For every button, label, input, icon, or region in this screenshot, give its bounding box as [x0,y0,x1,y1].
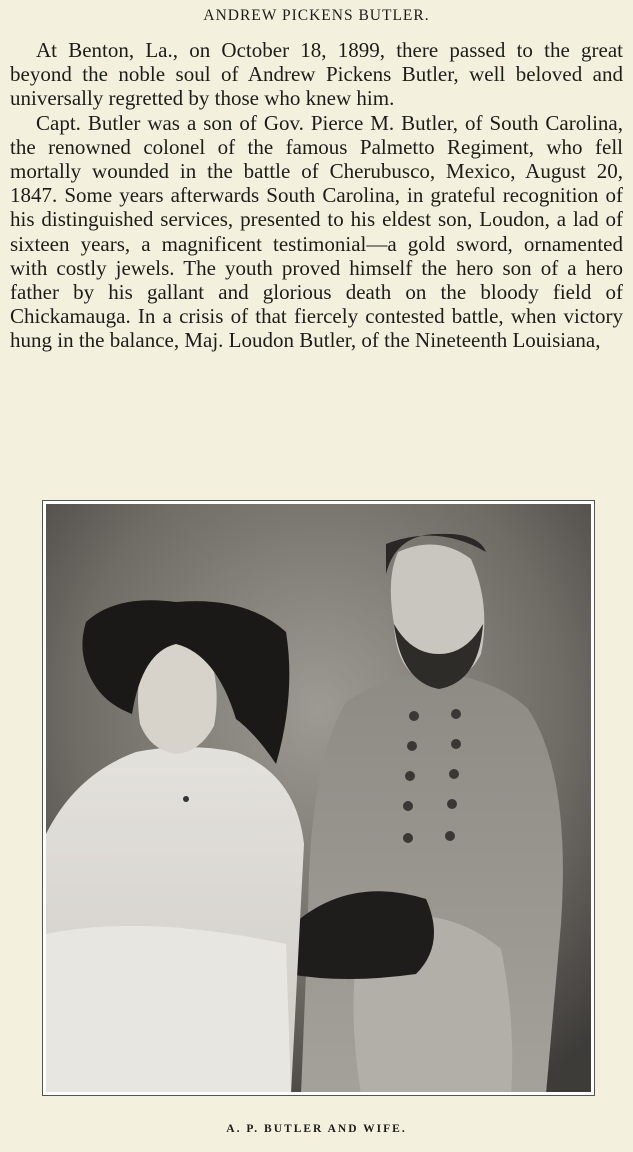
portrait-photo [42,500,595,1096]
page-heading: ANDREW PICKENS BUTLER. [203,7,430,24]
paragraph-2: Capt. Butler was a son of Gov. Pierce M. Butler, of South Carolina, the renowned colonel of the famous Palmetto Regiment, who fell mortally wounded in the battle of Cherubusco, Mexico, August 20, 1847. Some years afterwards South Carolina, in grateful recognition of his distinguished services, presented to his eldest son, Loudon, a lad of sixteen years, a magnificent testimonial—a gold sword, ornamented with costly jewels. The youth proved himself the hero son of a hero father by his gallant and glorious death on the bloody field of Chickamauga. In a crisis of that fiercely contested battle, when victory hung in the balance, Maj. Loudon Butler, of the Nineteenth Louisiana, [10,110,623,353]
paragraph-1: At Benton, La., on October 18, 1899, there passed to the great beyond the noble soul of Andrew Pickens Butler, well beloved and universally regretted by those who knew him. [10,38,623,111]
photo-caption: A. P. BUTLER AND WIFE. [226,1123,407,1135]
portrait-image [46,504,591,1092]
article-body [10,38,623,353]
